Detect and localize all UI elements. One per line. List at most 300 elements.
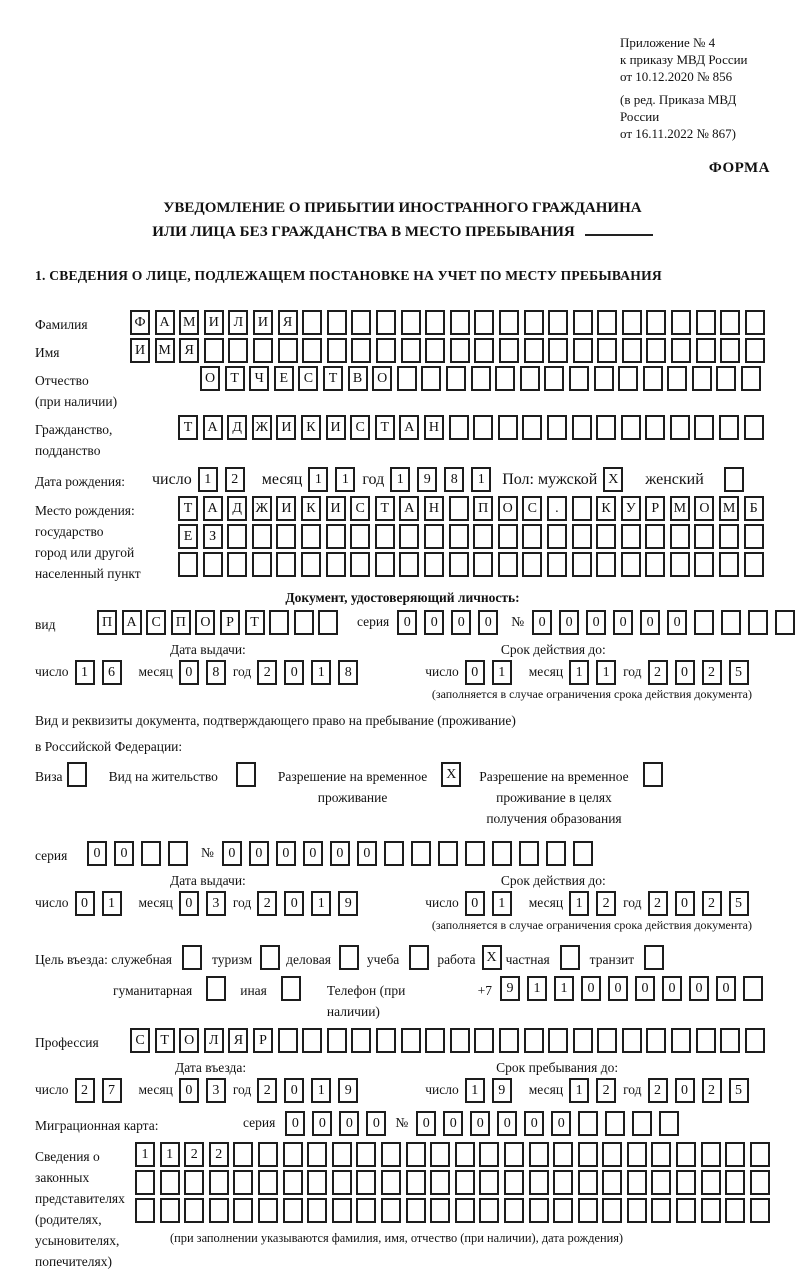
char-cell[interactable]: [184, 1170, 204, 1195]
char-cell[interactable]: 0: [470, 1111, 490, 1136]
char-cell[interactable]: [479, 1142, 499, 1167]
char-cell[interactable]: 2: [596, 891, 616, 916]
entry-day-cells[interactable]: [75, 1078, 129, 1103]
char-cell[interactable]: [498, 524, 518, 549]
char-cell[interactable]: 1: [311, 1078, 331, 1103]
char-cell[interactable]: 0: [179, 1078, 199, 1103]
char-cell[interactable]: [670, 415, 690, 440]
char-cell[interactable]: [725, 1170, 745, 1195]
char-cell[interactable]: [622, 310, 642, 335]
char-cell[interactable]: [252, 552, 272, 577]
char-cell[interactable]: И: [326, 415, 346, 440]
char-cell[interactable]: [627, 1142, 647, 1167]
char-cell[interactable]: С: [522, 496, 542, 521]
char-cell[interactable]: [465, 841, 485, 866]
char-cell[interactable]: 0: [581, 976, 601, 1001]
char-cell[interactable]: [381, 1170, 401, 1195]
entry-year-cells[interactable]: [257, 1078, 365, 1103]
birth-day-cells[interactable]: [198, 467, 252, 492]
char-cell[interactable]: 0: [284, 891, 304, 916]
purpose-humanitarian-checkbox[interactable]: [206, 976, 226, 1001]
char-cell[interactable]: 0: [284, 1078, 304, 1103]
char-cell[interactable]: 0: [443, 1111, 463, 1136]
valid1-day-cells[interactable]: [465, 660, 519, 685]
char-cell[interactable]: [519, 841, 539, 866]
char-cell[interactable]: 2: [75, 1078, 95, 1103]
char-cell[interactable]: [504, 1170, 524, 1195]
char-cell[interactable]: [399, 552, 419, 577]
char-cell[interactable]: [744, 524, 764, 549]
char-cell[interactable]: П: [171, 610, 191, 635]
char-cell[interactable]: 0: [357, 841, 377, 866]
char-cell[interactable]: [381, 1142, 401, 1167]
char-cell[interactable]: [596, 524, 616, 549]
char-cell[interactable]: Ч: [249, 366, 269, 391]
char-cell[interactable]: [578, 1170, 598, 1195]
char-cell[interactable]: [696, 1028, 716, 1053]
char-cell[interactable]: [471, 366, 491, 391]
char-cell[interactable]: 1: [471, 467, 491, 492]
char-cell[interactable]: 2: [596, 1078, 616, 1103]
char-cell[interactable]: Н: [424, 496, 444, 521]
issue2-day-cells[interactable]: [75, 891, 129, 916]
char-cell[interactable]: [621, 524, 641, 549]
char-cell[interactable]: 9: [492, 1078, 512, 1103]
char-cell[interactable]: 2: [257, 660, 277, 685]
char-cell[interactable]: [160, 1170, 180, 1195]
representatives-cells-row1[interactable]: [135, 1142, 774, 1167]
stay-year-cells[interactable]: [648, 1078, 756, 1103]
char-cell[interactable]: [430, 1198, 450, 1223]
char-cell[interactable]: [670, 524, 690, 549]
char-cell[interactable]: [425, 338, 445, 363]
profession-cells[interactable]: [130, 1028, 769, 1053]
char-cell[interactable]: [376, 1028, 396, 1053]
char-cell[interactable]: [450, 1028, 470, 1053]
char-cell[interactable]: [351, 338, 371, 363]
char-cell[interactable]: 0: [330, 841, 350, 866]
char-cell[interactable]: 0: [524, 1111, 544, 1136]
char-cell[interactable]: [233, 1198, 253, 1223]
char-cell[interactable]: [694, 610, 714, 635]
char-cell[interactable]: 1: [102, 891, 122, 916]
char-cell[interactable]: О: [372, 366, 392, 391]
char-cell[interactable]: 0: [416, 1111, 436, 1136]
representatives-cells-row2[interactable]: [135, 1170, 774, 1195]
char-cell[interactable]: [596, 415, 616, 440]
char-cell[interactable]: [618, 366, 638, 391]
char-cell[interactable]: [522, 552, 542, 577]
char-cell[interactable]: О: [498, 496, 518, 521]
char-cell[interactable]: [547, 524, 567, 549]
char-cell[interactable]: 7: [102, 1078, 122, 1103]
char-cell[interactable]: [203, 552, 223, 577]
char-cell[interactable]: Т: [178, 496, 198, 521]
char-cell[interactable]: У: [621, 496, 641, 521]
char-cell[interactable]: С: [130, 1028, 150, 1053]
char-cell[interactable]: [725, 1142, 745, 1167]
char-cell[interactable]: 1: [198, 467, 218, 492]
char-cell[interactable]: 6: [102, 660, 122, 685]
char-cell[interactable]: [676, 1170, 696, 1195]
char-cell[interactable]: 0: [366, 1111, 386, 1136]
purpose-study-checkbox[interactable]: [409, 945, 429, 970]
char-cell[interactable]: [524, 338, 544, 363]
char-cell[interactable]: [425, 310, 445, 335]
char-cell[interactable]: [745, 338, 765, 363]
char-cell[interactable]: [750, 1170, 770, 1195]
char-cell[interactable]: [553, 1198, 573, 1223]
char-cell[interactable]: [578, 1111, 598, 1136]
char-cell[interactable]: Р: [253, 1028, 273, 1053]
resdoc-number-cells[interactable]: [222, 841, 600, 866]
char-cell[interactable]: [621, 415, 641, 440]
char-cell[interactable]: С: [350, 496, 370, 521]
char-cell[interactable]: И: [326, 496, 346, 521]
char-cell[interactable]: [376, 338, 396, 363]
char-cell[interactable]: 3: [206, 1078, 226, 1103]
char-cell[interactable]: Д: [227, 415, 247, 440]
char-cell[interactable]: 0: [465, 891, 485, 916]
char-cell[interactable]: [178, 552, 198, 577]
char-cell[interactable]: З: [203, 524, 223, 549]
char-cell[interactable]: С: [146, 610, 166, 635]
char-cell[interactable]: [645, 552, 665, 577]
char-cell[interactable]: [233, 1142, 253, 1167]
char-cell[interactable]: Е: [178, 524, 198, 549]
char-cell[interactable]: Е: [274, 366, 294, 391]
visa-checkbox[interactable]: [67, 762, 87, 787]
purpose-work-checkbox[interactable]: X: [482, 945, 502, 970]
char-cell[interactable]: [596, 552, 616, 577]
char-cell[interactable]: Д: [227, 496, 247, 521]
char-cell[interactable]: Ф: [130, 310, 150, 335]
char-cell[interactable]: А: [399, 496, 419, 521]
issue1-month-cells[interactable]: [179, 660, 233, 685]
char-cell[interactable]: А: [122, 610, 142, 635]
char-cell[interactable]: 0: [532, 610, 552, 635]
firstname-cells[interactable]: [130, 338, 769, 363]
char-cell[interactable]: [381, 1198, 401, 1223]
char-cell[interactable]: [258, 1170, 278, 1195]
doc-seriya-cells[interactable]: [397, 610, 505, 635]
char-cell[interactable]: Я: [228, 1028, 248, 1053]
temp-residence-education-checkbox[interactable]: [643, 762, 663, 787]
char-cell[interactable]: 2: [225, 467, 245, 492]
char-cell[interactable]: Ж: [252, 415, 272, 440]
char-cell[interactable]: Л: [204, 1028, 224, 1053]
char-cell[interactable]: [569, 366, 589, 391]
char-cell[interactable]: 0: [465, 660, 485, 685]
char-cell[interactable]: 0: [497, 1111, 517, 1136]
char-cell[interactable]: [269, 610, 289, 635]
char-cell[interactable]: [228, 338, 248, 363]
char-cell[interactable]: [676, 1142, 696, 1167]
char-cell[interactable]: 1: [75, 660, 95, 685]
char-cell[interactable]: [160, 1198, 180, 1223]
char-cell[interactable]: [258, 1198, 278, 1223]
char-cell[interactable]: [375, 552, 395, 577]
char-cell[interactable]: [499, 310, 519, 335]
char-cell[interactable]: 0: [559, 610, 579, 635]
char-cell[interactable]: [721, 610, 741, 635]
char-cell[interactable]: [696, 310, 716, 335]
char-cell[interactable]: [720, 310, 740, 335]
char-cell[interactable]: [745, 310, 765, 335]
char-cell[interactable]: [627, 1198, 647, 1223]
char-cell[interactable]: 5: [729, 1078, 749, 1103]
char-cell[interactable]: [548, 338, 568, 363]
valid1-year-cells[interactable]: [648, 660, 756, 685]
char-cell[interactable]: [327, 310, 347, 335]
char-cell[interactable]: [572, 524, 592, 549]
char-cell[interactable]: [227, 524, 247, 549]
char-cell[interactable]: 1: [311, 660, 331, 685]
char-cell[interactable]: [327, 1028, 347, 1053]
residence-permit-checkbox[interactable]: [236, 762, 256, 787]
char-cell[interactable]: 0: [613, 610, 633, 635]
char-cell[interactable]: 5: [729, 660, 749, 685]
char-cell[interactable]: [351, 1028, 371, 1053]
char-cell[interactable]: О: [179, 1028, 199, 1053]
char-cell[interactable]: [651, 1170, 671, 1195]
char-cell[interactable]: [572, 415, 592, 440]
char-cell[interactable]: [741, 366, 761, 391]
char-cell[interactable]: [573, 338, 593, 363]
char-cell[interactable]: [671, 310, 691, 335]
char-cell[interactable]: [694, 552, 714, 577]
char-cell[interactable]: 0: [716, 976, 736, 1001]
char-cell[interactable]: 0: [635, 976, 655, 1001]
char-cell[interactable]: А: [203, 496, 223, 521]
char-cell[interactable]: 5: [729, 891, 749, 916]
char-cell[interactable]: 9: [500, 976, 520, 1001]
char-cell[interactable]: 2: [209, 1142, 229, 1167]
char-cell[interactable]: [424, 524, 444, 549]
char-cell[interactable]: [184, 1198, 204, 1223]
char-cell[interactable]: [701, 1198, 721, 1223]
char-cell[interactable]: [276, 552, 296, 577]
char-cell[interactable]: [572, 552, 592, 577]
char-cell[interactable]: 0: [424, 610, 444, 635]
char-cell[interactable]: [307, 1170, 327, 1195]
char-cell[interactable]: [406, 1198, 426, 1223]
char-cell[interactable]: [572, 496, 592, 521]
char-cell[interactable]: 1: [569, 660, 589, 685]
char-cell[interactable]: 0: [284, 660, 304, 685]
purpose-other-checkbox[interactable]: [281, 976, 301, 1001]
char-cell[interactable]: Т: [245, 610, 265, 635]
char-cell[interactable]: [504, 1142, 524, 1167]
char-cell[interactable]: [701, 1170, 721, 1195]
char-cell[interactable]: В: [348, 366, 368, 391]
char-cell[interactable]: 8: [338, 660, 358, 685]
char-cell[interactable]: [744, 415, 764, 440]
char-cell[interactable]: 0: [114, 841, 134, 866]
char-cell[interactable]: [450, 338, 470, 363]
char-cell[interactable]: 0: [675, 660, 695, 685]
char-cell[interactable]: 2: [184, 1142, 204, 1167]
char-cell[interactable]: [546, 841, 566, 866]
char-cell[interactable]: [473, 415, 493, 440]
char-cell[interactable]: [744, 552, 764, 577]
char-cell[interactable]: [498, 552, 518, 577]
char-cell[interactable]: Т: [225, 366, 245, 391]
char-cell[interactable]: 0: [87, 841, 107, 866]
char-cell[interactable]: 0: [222, 841, 242, 866]
citizenship-cells[interactable]: [178, 415, 768, 440]
char-cell[interactable]: 0: [478, 610, 498, 635]
char-cell[interactable]: [671, 1028, 691, 1053]
representatives-cells-row3[interactable]: [135, 1198, 774, 1223]
char-cell[interactable]: 0: [312, 1111, 332, 1136]
char-cell[interactable]: [135, 1198, 155, 1223]
char-cell[interactable]: [645, 524, 665, 549]
char-cell[interactable]: [449, 552, 469, 577]
char-cell[interactable]: [449, 415, 469, 440]
char-cell[interactable]: [602, 1198, 622, 1223]
char-cell[interactable]: [659, 1111, 679, 1136]
char-cell[interactable]: А: [399, 415, 419, 440]
sex-female-checkbox[interactable]: [724, 467, 744, 492]
char-cell[interactable]: [283, 1170, 303, 1195]
char-cell[interactable]: 9: [338, 891, 358, 916]
doc-type-cells[interactable]: [97, 610, 343, 635]
char-cell[interactable]: [553, 1142, 573, 1167]
char-cell[interactable]: [529, 1170, 549, 1195]
purpose-business-checkbox[interactable]: [339, 945, 359, 970]
char-cell[interactable]: [605, 1111, 625, 1136]
valid2-month-cells[interactable]: [569, 891, 623, 916]
char-cell[interactable]: Л: [228, 310, 248, 335]
char-cell[interactable]: [227, 552, 247, 577]
char-cell[interactable]: [258, 1142, 278, 1167]
char-cell[interactable]: 1: [554, 976, 574, 1001]
char-cell[interactable]: 1: [135, 1142, 155, 1167]
issue1-year-cells[interactable]: [257, 660, 365, 685]
birthplace-cells-row3[interactable]: [178, 552, 768, 577]
char-cell[interactable]: [455, 1198, 475, 1223]
char-cell[interactable]: 0: [303, 841, 323, 866]
char-cell[interactable]: [209, 1198, 229, 1223]
char-cell[interactable]: 0: [675, 1078, 695, 1103]
char-cell[interactable]: [375, 524, 395, 549]
char-cell[interactable]: [424, 552, 444, 577]
char-cell[interactable]: [622, 338, 642, 363]
char-cell[interactable]: [278, 1028, 298, 1053]
char-cell[interactable]: [651, 1198, 671, 1223]
char-cell[interactable]: [573, 310, 593, 335]
char-cell[interactable]: [701, 1142, 721, 1167]
birth-year-cells[interactable]: [390, 467, 498, 492]
char-cell[interactable]: 2: [702, 660, 722, 685]
char-cell[interactable]: [622, 1028, 642, 1053]
char-cell[interactable]: [745, 1028, 765, 1053]
char-cell[interactable]: 3: [206, 891, 226, 916]
char-cell[interactable]: Т: [178, 415, 198, 440]
char-cell[interactable]: М: [670, 496, 690, 521]
char-cell[interactable]: [430, 1142, 450, 1167]
migcard-seriya-cells[interactable]: [285, 1111, 393, 1136]
char-cell[interactable]: [411, 841, 431, 866]
char-cell[interactable]: 0: [689, 976, 709, 1001]
char-cell[interactable]: [307, 1142, 327, 1167]
char-cell[interactable]: 8: [206, 660, 226, 685]
temp-residence-checkbox[interactable]: X: [441, 762, 461, 787]
char-cell[interactable]: [283, 1142, 303, 1167]
char-cell[interactable]: К: [596, 496, 616, 521]
char-cell[interactable]: Т: [323, 366, 343, 391]
char-cell[interactable]: [667, 366, 687, 391]
char-cell[interactable]: [278, 338, 298, 363]
char-cell[interactable]: [135, 1170, 155, 1195]
char-cell[interactable]: 0: [179, 660, 199, 685]
char-cell[interactable]: [775, 610, 795, 635]
char-cell[interactable]: [548, 1028, 568, 1053]
char-cell[interactable]: [522, 524, 542, 549]
char-cell[interactable]: [376, 310, 396, 335]
char-cell[interactable]: 1: [569, 891, 589, 916]
char-cell[interactable]: [529, 1198, 549, 1223]
char-cell[interactable]: [327, 338, 347, 363]
char-cell[interactable]: [522, 415, 542, 440]
char-cell[interactable]: [406, 1170, 426, 1195]
char-cell[interactable]: [253, 338, 273, 363]
char-cell[interactable]: [449, 524, 469, 549]
char-cell[interactable]: [406, 1142, 426, 1167]
char-cell[interactable]: [553, 1170, 573, 1195]
issue2-month-cells[interactable]: [179, 891, 233, 916]
char-cell[interactable]: [421, 366, 441, 391]
char-cell[interactable]: [301, 524, 321, 549]
stay-day-cells[interactable]: [465, 1078, 519, 1103]
char-cell[interactable]: .: [547, 496, 567, 521]
char-cell[interactable]: [578, 1198, 598, 1223]
char-cell[interactable]: П: [97, 610, 117, 635]
char-cell[interactable]: [356, 1170, 376, 1195]
char-cell[interactable]: 0: [179, 891, 199, 916]
char-cell[interactable]: 1: [569, 1078, 589, 1103]
char-cell[interactable]: [326, 524, 346, 549]
char-cell[interactable]: [332, 1170, 352, 1195]
char-cell[interactable]: [544, 366, 564, 391]
patronymic-cells[interactable]: [200, 366, 766, 391]
char-cell[interactable]: 0: [75, 891, 95, 916]
stay-month-cells[interactable]: [569, 1078, 623, 1103]
char-cell[interactable]: [498, 415, 518, 440]
char-cell[interactable]: Р: [220, 610, 240, 635]
char-cell[interactable]: [318, 610, 338, 635]
char-cell[interactable]: [233, 1170, 253, 1195]
entry-month-cells[interactable]: [179, 1078, 233, 1103]
char-cell[interactable]: [446, 366, 466, 391]
char-cell[interactable]: Ж: [252, 496, 272, 521]
char-cell[interactable]: К: [301, 496, 321, 521]
char-cell[interactable]: [547, 415, 567, 440]
valid2-day-cells[interactable]: [465, 891, 519, 916]
char-cell[interactable]: [479, 1198, 499, 1223]
char-cell[interactable]: И: [204, 310, 224, 335]
char-cell[interactable]: [694, 524, 714, 549]
char-cell[interactable]: [384, 841, 404, 866]
char-cell[interactable]: [455, 1170, 475, 1195]
char-cell[interactable]: [332, 1198, 352, 1223]
char-cell[interactable]: [499, 338, 519, 363]
char-cell[interactable]: [676, 1198, 696, 1223]
char-cell[interactable]: Б: [744, 496, 764, 521]
char-cell[interactable]: 0: [249, 841, 269, 866]
char-cell[interactable]: [578, 1142, 598, 1167]
